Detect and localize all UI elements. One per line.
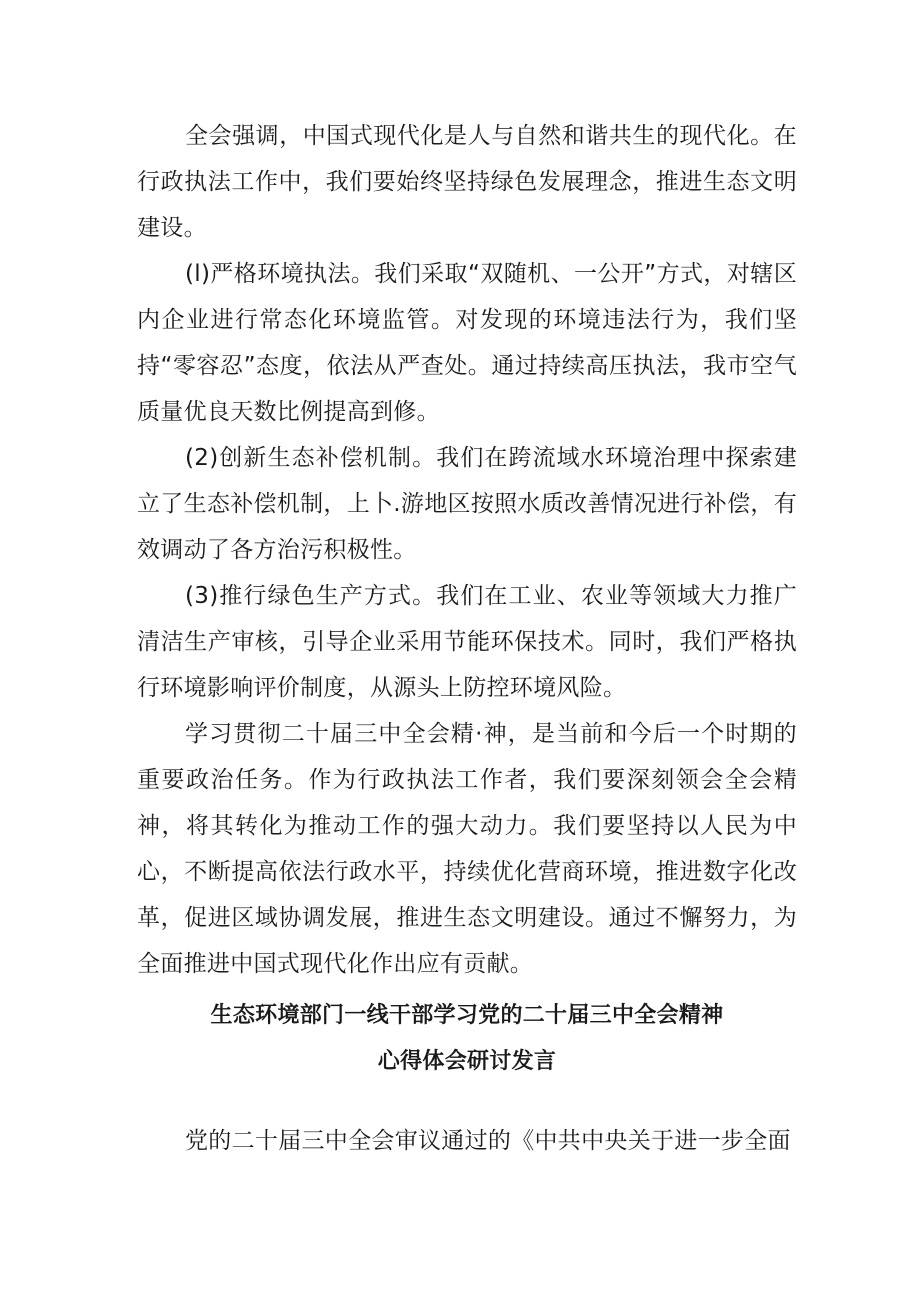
paragraph-eco-compensation: (2)创新生态补偿机制。我们在跨流域水环境治理中探索建立了生态补偿机制，上卜.游地区按照水质改善情况进行补偿，有效调动了各方治污积极性。 [137, 445, 798, 563]
section-heading [137, 993, 797, 1085]
next-section-text [137, 1118, 797, 1164]
paragraph-strict-enforcement: (l)严格环境执法。我们采取“双随机、一公开”方式，对辖区内企业进行常态化环境监管。对发现的环境违法行为，我们坚持“零容忍”态度，依法从严查处。通过持续高压执法，我市空气质量优良天数比例提高到修。 [137, 261, 797, 425]
paragraph-conclusion: 学习贯彻二十届三中全会精·神，是当前和今后一个时期的重要政治任务。作为行政执法工作者，我们要深刻领会全会精神，将其转化为推动工作的强大动力。我们要坚持以人民为中心，不断提高依法行政水平，持续优化营商环境，推进数字化改革，促进区域协调发展，推进生态文明建设。通过不懈努力，为全面推进中国式现代化作出应有贡献。 [137, 721, 797, 977]
paragraph-next-section-start: 党的二十届三中全会审议通过的《中共中央关于进一步全面 [185, 1128, 791, 1154]
heading-line-2: 心得体会研讨发言 [377, 1049, 557, 1074]
paragraph-green-production: (3)推行绿色生产方式。我们在工业、农业等领域大力推广清洁生产审核，引导企业采用节能环保技术。同时，我们严格执行环境影响评价制度，从源头上防控环境风险。 [137, 583, 797, 701]
body-text [137, 113, 797, 987]
heading-line-1: 生态环境部门一线干部学习党的二十届三中全会精神 [210, 1003, 724, 1028]
paragraph-ecology-intro: 全会强调，中国式现代化是人与自然和谐共生的现代化。在行政执法工作中，我们要始终坚持绿色发展理念，推进生态文明建设。 [137, 123, 797, 241]
